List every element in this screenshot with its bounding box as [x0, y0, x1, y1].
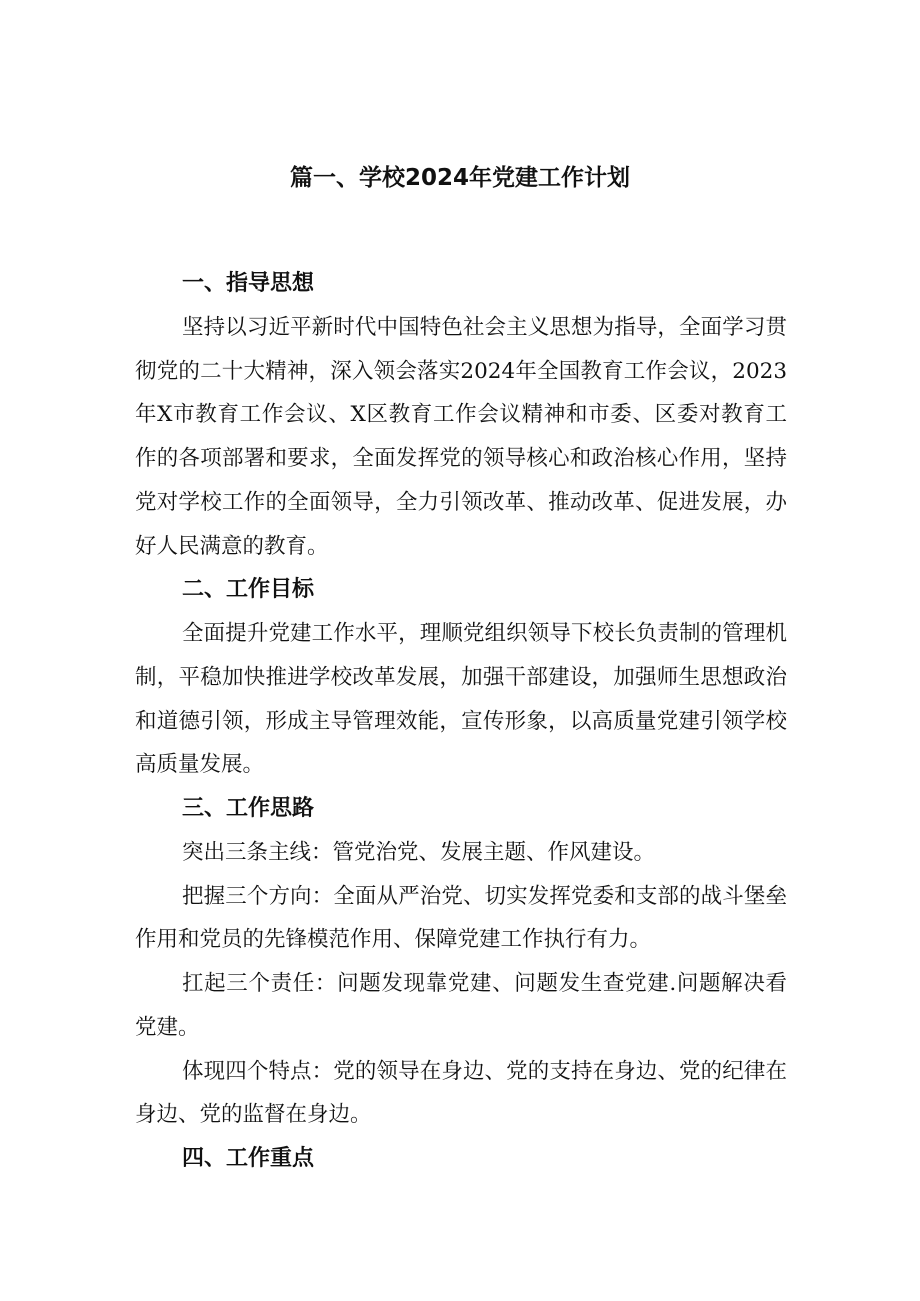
document-body: [135, 262, 787, 1181]
section-heading-work-priorities: 四、工作重点: [182, 1145, 315, 1171]
paragraph: 扛起三个责任：问题发现靠党建、问题发生查党建.问题解决看党建。: [135, 971, 787, 1040]
section-heading-work-goals: 二、工作目标: [182, 577, 315, 603]
paragraph: 坚持以习近平新时代中国特色社会主义思想为指导，全面学习贯彻党的二十大精神，深入领会落实2024年全国教育工作会议，2023年X市教育工作会议、X区教育工作会议精神和市委、区委对教育工作的各项部署和要求，全面发挥党的领导核心和政治核心作用，坚持党对学校工作的全面领导，全力引领改革、推动改革、促进发展，办好人民满意的教育。: [135, 315, 787, 559]
section-heading-guiding-ideology: 一、指导思想: [182, 271, 315, 296]
paragraph: 体现四个特点：党的领导在身边、党的支持在身边、党的纪律在身边、党的监督在身边。: [135, 1058, 787, 1128]
paragraph: 全面提升党建工作水平，理顺党组织领导下校长负责制的管理机制，平稳加快推进学校改革发展，加强干部建设，加强师生思想政治和道德引领，形成主导管理效能，宣传形象，以高质量党建引领学校高质量发展。: [135, 621, 787, 778]
section-heading-work-approach: 三、工作思路: [182, 796, 315, 822]
paragraph: 突出三条主线：管党治党、发展主题、作风建设。: [182, 840, 656, 866]
document-title: 篇一、学校2024年党建工作计划: [289, 165, 630, 191]
paragraph: 把握三个方向：全面从严治党、切实发挥党委和支部的战斗堡垒作用和党员的先锋模范作用、保障党建工作执行有力。: [135, 883, 787, 953]
